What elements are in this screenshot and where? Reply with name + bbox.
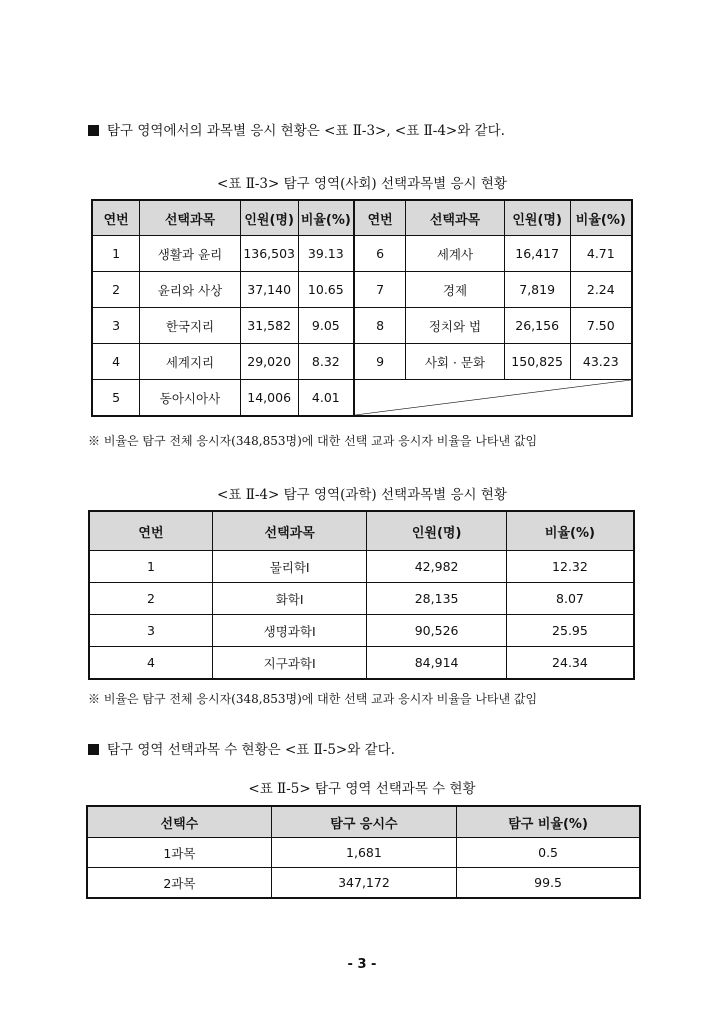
- table-header-row: [89, 511, 634, 551]
- table-cell: 5: [92, 380, 140, 417]
- table-cell: 25.95: [506, 615, 634, 647]
- header-cell: 인원(명): [240, 200, 298, 236]
- table-cell: 1: [92, 236, 140, 272]
- table3-caption: <표 Ⅱ-5> 탐구 영역 선택과목 수 현황: [248, 781, 476, 797]
- table-cell: 2: [89, 583, 212, 615]
- table-cell: 2: [92, 272, 140, 308]
- table-cell: 윤리와 사상: [140, 272, 240, 308]
- table-cell: 6: [354, 236, 406, 272]
- table-cell: 사회 · 문화: [406, 344, 504, 380]
- table-cell: 2.24: [570, 272, 632, 308]
- table-cell: 26,156: [504, 308, 570, 344]
- table-cell: 0.5: [457, 838, 640, 868]
- table-cell: 정치와 법: [406, 308, 504, 344]
- table-row: [87, 838, 640, 868]
- table-cell: 37,140: [240, 272, 298, 308]
- table-cell: 한국지리: [140, 308, 240, 344]
- table-row: [92, 380, 632, 417]
- table1-note: ※ 비율은 탐구 전체 응시자(348,853명)에 대한 선택 교과 응시자 비율을 나타낸 값임: [88, 434, 538, 448]
- header-cell: 선택과목: [406, 200, 504, 236]
- table-cell: 8.07: [506, 583, 634, 615]
- table-cell: 세계지리: [140, 344, 240, 380]
- table-row: [89, 615, 634, 647]
- empty-diagonal-cell: [354, 380, 632, 417]
- table-cell: 347,172: [271, 868, 456, 899]
- table-cell: 29,020: [240, 344, 298, 380]
- header-cell: 비율(%): [570, 200, 632, 236]
- table-header-row: [92, 200, 632, 236]
- table-cell: 3: [92, 308, 140, 344]
- table-row: [92, 236, 632, 272]
- table-row: [89, 551, 634, 583]
- diagonal-line: [355, 380, 631, 415]
- header-cell: 선택과목: [140, 200, 240, 236]
- social-subjects-table: [91, 199, 633, 417]
- table-cell: 8: [354, 308, 406, 344]
- header-cell: 비율(%): [298, 200, 354, 236]
- table-cell: 2과목: [87, 868, 271, 899]
- table-cell: 1과목: [87, 838, 271, 868]
- table2-caption: <표 Ⅱ-4> 탐구 영역(과학) 선택과목별 응시 현황: [217, 487, 507, 503]
- table-row: [92, 272, 632, 308]
- table-cell: 경제: [406, 272, 504, 308]
- table-cell: 생명과학Ⅰ: [212, 615, 366, 647]
- square-bullet-icon: [88, 744, 99, 755]
- table-cell: 90,526: [367, 615, 507, 647]
- header-cell: 탐구 응시수: [271, 806, 456, 838]
- header-cell: 선택과목: [212, 511, 366, 551]
- table-cell: 9: [354, 344, 406, 380]
- subject-count-table: [86, 805, 641, 899]
- table-cell: 지구과학Ⅰ: [212, 647, 366, 680]
- intro-paragraph-2: [88, 738, 395, 758]
- science-subjects-table: [88, 510, 635, 680]
- table2-note: ※ 비율은 탐구 전체 응시자(348,853명)에 대한 선택 교과 응시자 비율을 나타낸 값임: [88, 692, 538, 706]
- table-cell: 3: [89, 615, 212, 647]
- header-cell: 비율(%): [506, 511, 634, 551]
- table-cell: 1,681: [271, 838, 456, 868]
- table-cell: 150,825: [504, 344, 570, 380]
- square-bullet-icon: [88, 125, 99, 136]
- table-cell: 8.32: [298, 344, 354, 380]
- header-cell: 탐구 비율(%): [457, 806, 640, 838]
- header-cell: 연번: [89, 511, 212, 551]
- page-number: - 3 -: [347, 957, 377, 972]
- table-row: [89, 583, 634, 615]
- header-cell: 인원(명): [367, 511, 507, 551]
- table-row: [87, 868, 640, 899]
- table-cell: 7.50: [570, 308, 632, 344]
- table1-caption: <표 Ⅱ-3> 탐구 영역(사회) 선택과목별 응시 현황: [217, 176, 507, 192]
- table-cell: 4: [89, 647, 212, 680]
- header-cell: 인원(명): [504, 200, 570, 236]
- table-cell: 136,503: [240, 236, 298, 272]
- table-cell: 42,982: [367, 551, 507, 583]
- table-cell: 10.65: [298, 272, 354, 308]
- table-header-row: [87, 806, 640, 838]
- table-cell: 4: [92, 344, 140, 380]
- table-cell: 84,914: [367, 647, 507, 680]
- table-cell: 12.32: [506, 551, 634, 583]
- table-cell: 31,582: [240, 308, 298, 344]
- table-cell: 4.71: [570, 236, 632, 272]
- intro-text-1: 탐구 영역에서의 과목별 응시 현황은 <표 Ⅱ-3>, <표 Ⅱ-4>와 같다.: [107, 123, 505, 139]
- intro-text-2: 탐구 영역 선택과목 수 현황은 <표 Ⅱ-5>와 같다.: [107, 742, 395, 758]
- table-cell: 14,006: [240, 380, 298, 417]
- table-cell: 동아시아사: [140, 380, 240, 417]
- table-cell: 1: [89, 551, 212, 583]
- table-cell: 세계사: [406, 236, 504, 272]
- table-row: [92, 344, 632, 380]
- header-cell: 선택수: [87, 806, 271, 838]
- table-cell: 28,135: [367, 583, 507, 615]
- table-cell: 99.5: [457, 868, 640, 899]
- table-cell: 화학Ⅰ: [212, 583, 366, 615]
- intro-paragraph-1: [88, 119, 505, 139]
- table-row: [89, 647, 634, 680]
- table-cell: 9.05: [298, 308, 354, 344]
- table-row: [92, 308, 632, 344]
- table-cell: 7: [354, 272, 406, 308]
- table-cell: 4.01: [298, 380, 354, 417]
- table-cell: 생활과 윤리: [140, 236, 240, 272]
- table-cell: 7,819: [504, 272, 570, 308]
- table-cell: 16,417: [504, 236, 570, 272]
- table-cell: 24.34: [506, 647, 634, 680]
- header-cell: 연번: [92, 200, 140, 236]
- header-cell: 연번: [354, 200, 406, 236]
- table-cell: 43.23: [570, 344, 632, 380]
- table-cell: 물리학Ⅰ: [212, 551, 366, 583]
- table-cell: 39.13: [298, 236, 354, 272]
